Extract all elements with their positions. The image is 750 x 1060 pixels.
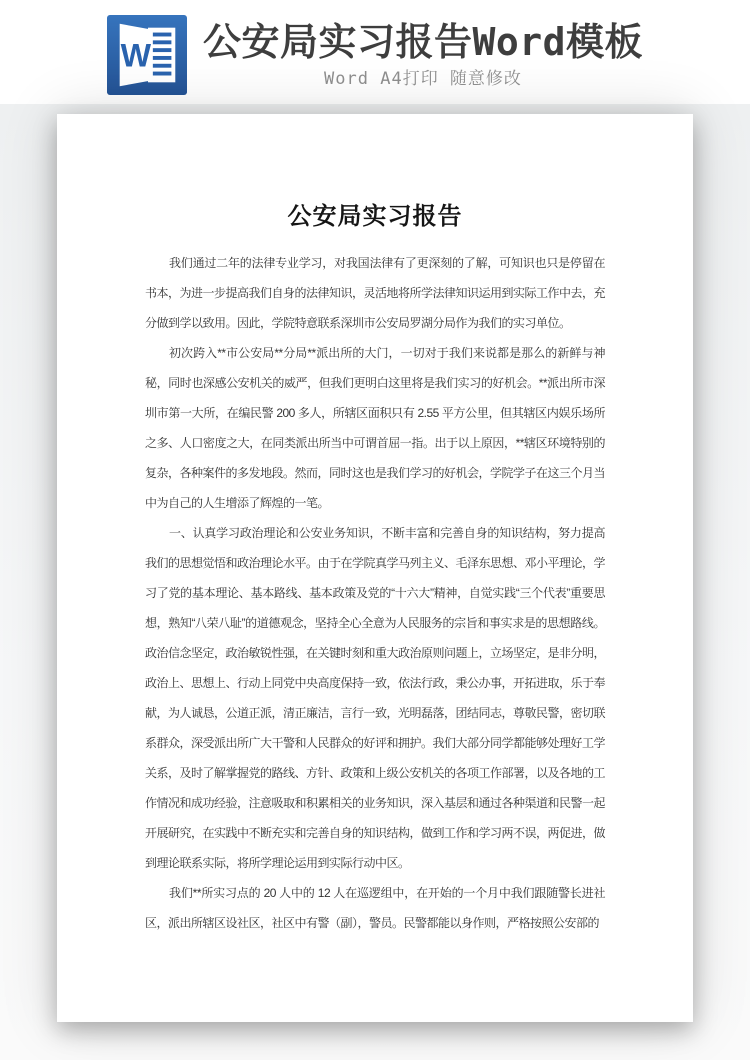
- preview-area: [0, 104, 750, 1060]
- document-page: [57, 114, 693, 1022]
- paragraph: 我们**所实习点的 20 人中的 12 人在巡逻组中，在开始的一个月中我们跟随警长进社区，派出所辖区设社区，社区中有警（副），警员。民警都能以身作则，严格按照公安部的: [145, 886, 605, 930]
- word-icon: [107, 15, 187, 95]
- word-icon-letter: W: [120, 37, 151, 74]
- paragraph: 我们通过二年的法律专业学习，对我国法律有了更深刻的了解，可知识也只是停留在书本，为进一步提高我们自身的法律知识，灵活地将所学法律知识运用到实际工作中去，充分做到学以致用。因此，学院特意联系深圳市公安局罗湖分局作为我们的实习单位。: [145, 256, 606, 330]
- header-text: [203, 20, 643, 89]
- document-body: [145, 248, 605, 938]
- paragraph: 初次跨入**市公安局**分局**派出所的大门，一切对于我们来说都是那么的新鲜与神秘，同时也深感公安机关的威严，但我们更明白这里将是我们实习的好机会。**派出所市深圳市第一大所，在编民警 200 多人，所辖区面积只有 2.55 平方公里，但其辖区内娱乐场所之多、人口密度之大，在同类派出所当中可谓首屈一指。出于以上原因，**辖区环境特别的复杂，各种案件的多发地段。然而，同时这也是我们学习的好机会，学院学子在这三个月当中为自己的人生增添了辉煌的一笔。: [145, 346, 606, 510]
- document-title: 公安局实习报告: [287, 203, 463, 230]
- header: [0, 0, 750, 104]
- word-icon-graphic: [107, 15, 187, 95]
- header-title: 公安局实习报告Word模板: [202, 19, 643, 64]
- header-subtitle: Word A4打印 随意修改: [324, 68, 522, 89]
- paragraph: 一、认真学习政治理论和公安业务知识，不断丰富和完善自身的知识结构，努力提高我们的思想觉悟和政治理论水平。由于在学院真学马列主义、毛泽东思想、邓小平理论，学习了党的基本理论、基本路线、基本政策及党的“十六大”精神，自觉实践“三个代表”重要思想，熟知“八荣八耻”的道德观念，坚持全心全意为人民服务的宗旨和事实求是的思想路线。政治信念坚定，政治敏锐性强，在关键时刻和重大政治原则问题上，立场坚定，是非分明，政治上、思想上、行动上同党中央高度保持一致，依法行政，秉公办事，开拓进取，乐于奉献，为人诚恳，公道正派，清正廉洁，言行一致，光明磊落，团结同志，尊敬民警，密切联系群众，深受派出所广大干警和人民群众的好评和拥护。我们大部分同学都能够处理好工学关系，及时了解掌握党的路线、方针、政策和上级公安机关的各项工作部署，以及各地的工作情况和成功经验，注意吸取和积累相关的业务知识，深入基层和通过各种渠道和民警一起开展研究，在实践中不断充实和完善自身的知识结构，做到工作和学习两不误，两促进，做到理论联系实际，将所学理论运用到实际行动中区。: [145, 526, 606, 870]
